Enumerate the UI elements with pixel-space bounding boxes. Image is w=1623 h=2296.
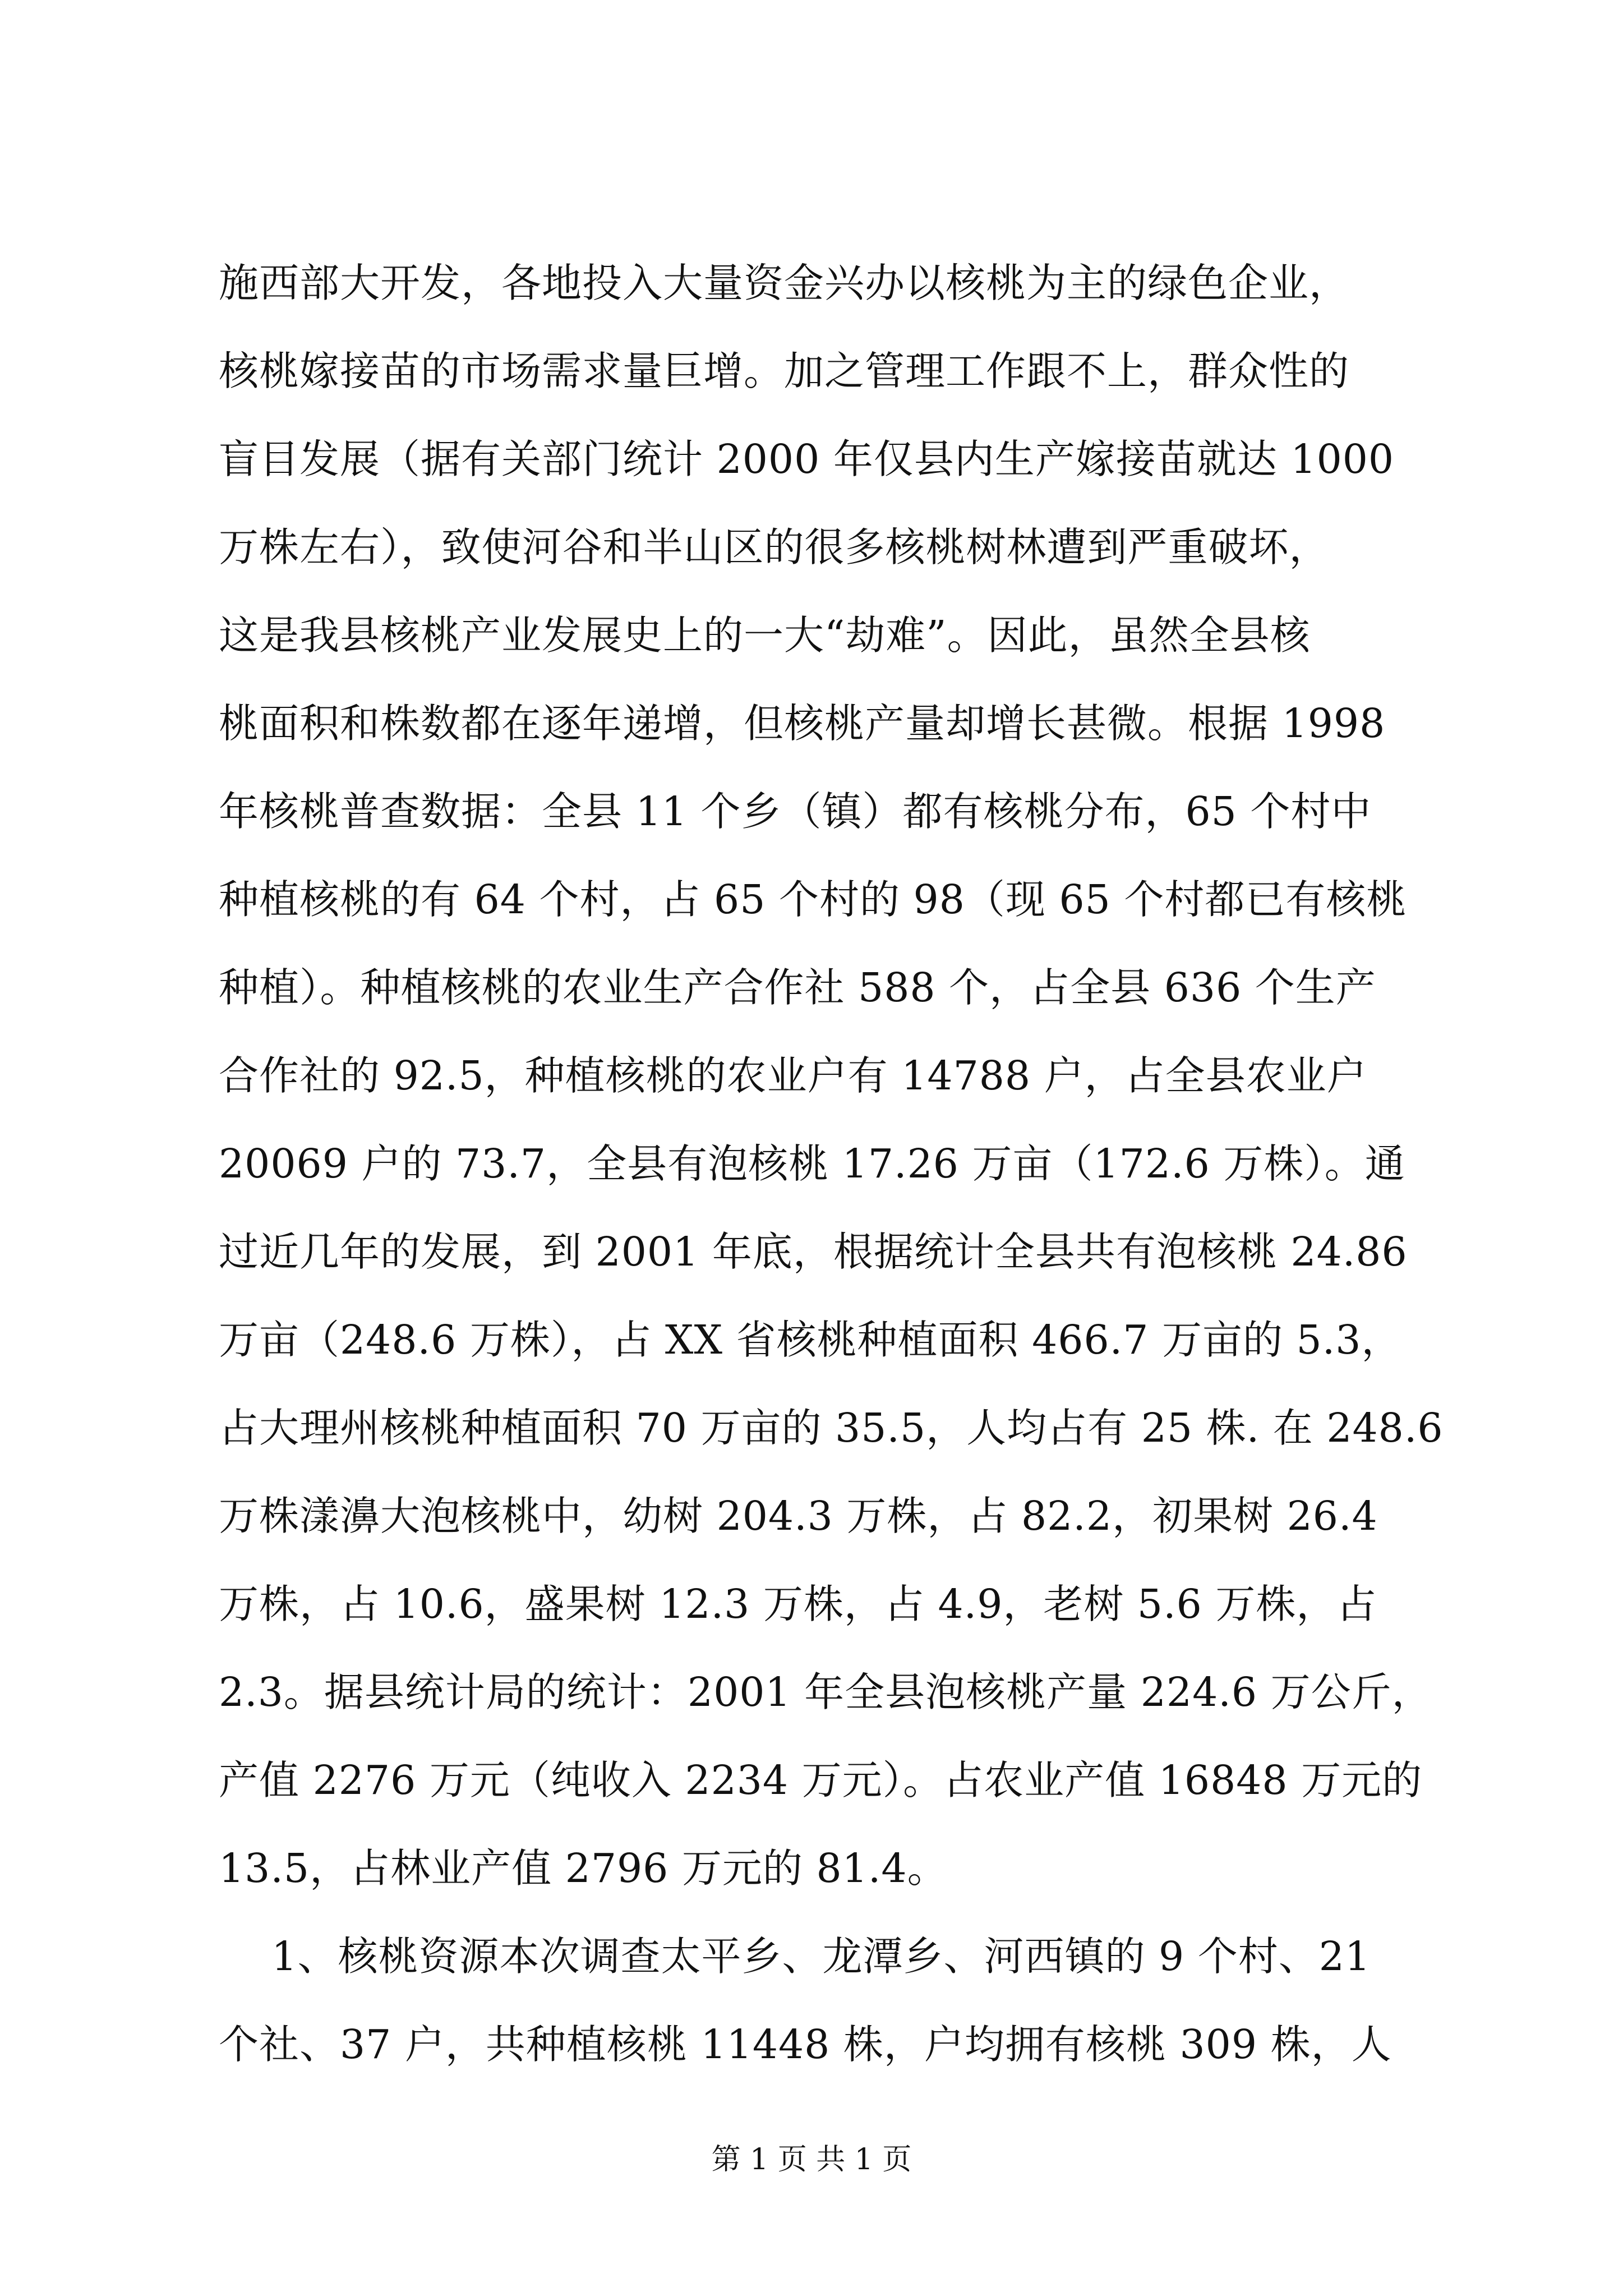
text-line: 种植）。种植核桃的农业生产合作社 588 个，占全县 636 个生产 bbox=[219, 964, 1376, 1011]
text-line: 核桃嫁接苗的市场需求量巨增。加之管理工作跟不上，群众性的 bbox=[219, 348, 1350, 394]
text-line: 2.3。据县统计局的统计：2001 年全县泡核桃产量 224.6 万公斤， bbox=[219, 1669, 1432, 1715]
text-line: 这是我县核桃产业发展史上的一大“劫难”。因此，虽然全县核 bbox=[219, 612, 1311, 659]
text-line: 个社、37 户，共种植核桃 11448 株，户均拥有核桃 309 株，人 bbox=[219, 2021, 1392, 2068]
text-line: 产值 2276 万元（纯收入 2234 万元）。占农业产值 16848 万元的 bbox=[219, 1757, 1423, 1803]
text-line: 20069 户的 73.7，全县有泡核桃 17.26 万亩（172.6 万株）。通 bbox=[219, 1140, 1405, 1187]
page-footer: 第 1 页 共 1 页 bbox=[711, 2143, 912, 2177]
text-line: 13.5，占林业产值 2796 万元的 81.4。 bbox=[219, 1845, 948, 1892]
text-line: 合作社的 92.5，种植核桃的农业户有 14788 户，占全县农业户 bbox=[219, 1052, 1367, 1099]
text-line: 种植核桃的有 64 个村，占 65 个村的 98（现 65 个村都已有核桃 bbox=[219, 876, 1407, 923]
text-line: 万株漾濞大泡核桃中，幼树 204.3 万株，占 82.2，初果树 26.4 bbox=[219, 1493, 1378, 1539]
text-line: 年核桃普查数据：全县 11 个乡（镇）都有核桃分布，65 个村中 bbox=[219, 788, 1372, 835]
text-line: 施西部大开发，各地投入大量资金兴办以核桃为主的绿色企业， bbox=[219, 260, 1350, 306]
text-line: 过近几年的发展，到 2001 年底，根据统计全县共有泡核桃 24.86 bbox=[219, 1228, 1408, 1275]
text-line: 占大理州核桃种植面积 70 万亩的 35.5，人均占有 25 株. 在 248.6 bbox=[219, 1405, 1444, 1451]
text-line: 桃面积和株数都在逐年递增，但核桃产量却增长甚微。根据 1998 bbox=[219, 700, 1386, 747]
text-line: 万株，占 10.6，盛果树 12.3 万株，占 4.9，老树 5.6 万株，占 bbox=[219, 1581, 1377, 1627]
text-line: 万亩（248.6 万株），占 XX 省核桃种植面积 466.7 万亩的 5.3， bbox=[219, 1317, 1402, 1363]
text-line: 盲目发展（据有关部门统计 2000 年仅县内生产嫁接苗就达 1000 bbox=[219, 436, 1395, 482]
text-line: 万株左右），致使河谷和半山区的很多核桃树林遭到严重破坏， bbox=[219, 524, 1330, 570]
text-line: 1、核桃资源本次调查太平乡、龙潭乡、河西镇的 9 个村、21 bbox=[219, 1933, 1371, 1980]
